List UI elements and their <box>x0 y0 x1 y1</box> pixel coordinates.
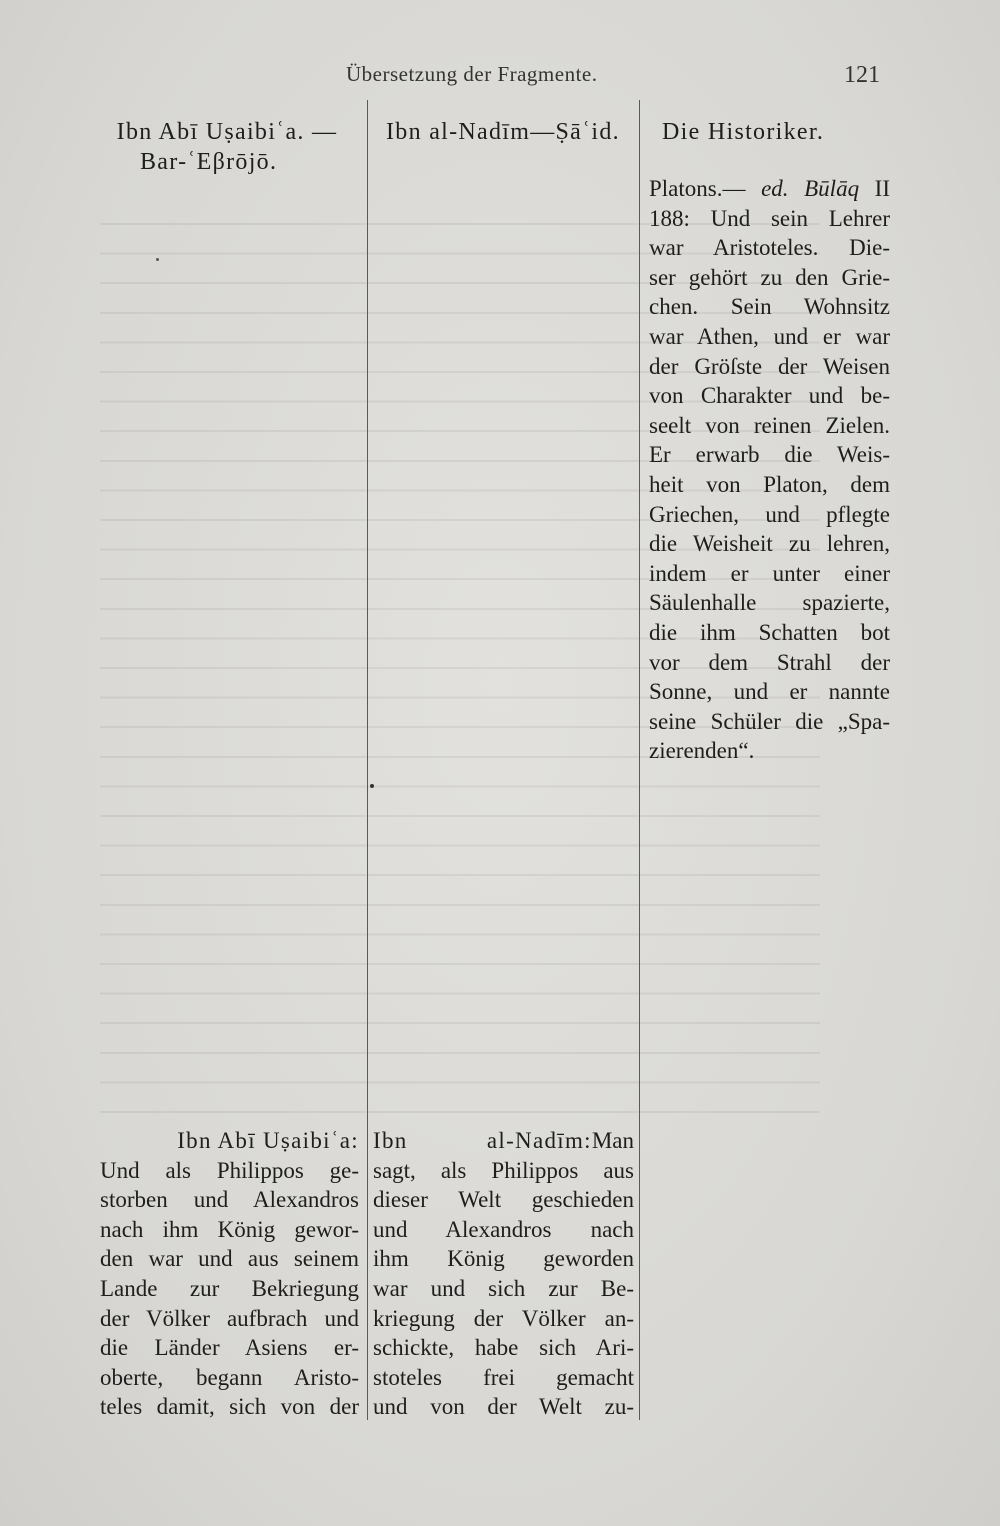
text-line: ihm König geworden <box>373 1246 634 1272</box>
column-divider-left <box>367 100 368 1420</box>
text-line: der Gröſste der Weisen <box>649 353 890 379</box>
speaker-label: Ibn al-Nadīm: <box>373 1128 592 1153</box>
text-line: Und als Philippos ge- <box>100 1157 359 1183</box>
text-line: und von der Welt zu- <box>373 1394 634 1420</box>
text-line: schickte, habe sich Ari- <box>373 1335 634 1361</box>
text-line: Säulenhalle spazierte, <box>649 590 890 616</box>
text-line <box>100 1126 359 1156</box>
text-line: die Weisheit zu lehren, <box>649 531 890 557</box>
text-line: heit von Platon, dem <box>649 471 890 497</box>
text-line: dieser Welt geschieden <box>373 1187 634 1213</box>
text-line: oberte, begann Aristo- <box>100 1364 359 1390</box>
text-line: war Aristoteles. Die- <box>649 235 890 261</box>
text-line: Lande zur Bekriegung <box>100 1275 359 1301</box>
text-line: Platons.— ed. Būlāq II <box>649 176 890 201</box>
nadim-text <box>373 1126 634 1422</box>
text-line: sagt, als Philippos aus <box>373 1157 634 1183</box>
column-divider-right <box>639 100 640 1420</box>
text-line: stoteles frei gemacht <box>373 1364 634 1390</box>
text-line: zierenden“. <box>649 738 755 764</box>
text-line: storben und Alexandros <box>100 1187 359 1213</box>
text-line: von Charakter und be- <box>649 383 890 409</box>
text-line: seine Schüler die „Spa- <box>649 708 890 734</box>
text-line: vor dem Strahl der <box>649 649 890 675</box>
text-line: den war und aus seinem <box>100 1246 359 1272</box>
text-line: und Alexandros nach <box>373 1216 634 1242</box>
text-line: war und sich zur Be- <box>373 1275 634 1301</box>
citation: ed. Būlāq <box>761 176 860 201</box>
text-line: Griechen, und pflegte <box>649 501 890 527</box>
text-line: kriegung der Völker an- <box>373 1305 634 1331</box>
text-line: die Länder Asiens er- <box>100 1335 359 1361</box>
page-number: 121 <box>844 62 880 88</box>
column-heading-historiker: Die Historiker. <box>662 119 825 145</box>
column-heading-usaibia-line1: Ibn Abī Uṣaibiʿa. — <box>116 119 338 145</box>
text-line: teles damit, sich von der <box>100 1394 359 1420</box>
speaker-label: Ibn Abī Uṣaibiʿa: <box>177 1128 359 1153</box>
text-line: Sonne, und er nannte <box>649 679 890 705</box>
text-line: war Athen, und er war <box>649 323 890 349</box>
text-line: die ihm Schatten bot <box>649 619 890 645</box>
text-line: nach ihm König gewor- <box>100 1216 359 1242</box>
running-title: Übersetzung der Fragmente. <box>346 62 598 86</box>
text-line: Er erwarb die Weis- <box>649 442 890 468</box>
text-line: ser gehört zu den Grie- <box>649 264 890 290</box>
text-line: der Völker aufbrach und <box>100 1305 359 1331</box>
text-line: Ibn al-Nadīm:Man <box>373 1128 634 1153</box>
column-heading-nadim: Ibn al-Nadīm—Ṣāʿid. <box>386 119 620 145</box>
text-line: chen. Sein Wohnsitz <box>649 294 890 320</box>
usaibia-text <box>100 1126 359 1422</box>
stray-mark <box>370 784 374 788</box>
text-line: 188: Und sein Lehrer <box>649 205 890 231</box>
column-heading-usaibia-line2: Bar-ʿEβrōjō. <box>140 149 278 175</box>
column-heading-usaibia <box>92 117 362 177</box>
text-line: indem er unter einer <box>649 560 890 586</box>
text-line: seelt von reinen Zielen. <box>649 412 890 438</box>
stray-mark <box>156 258 159 261</box>
historiker-text <box>649 174 890 766</box>
